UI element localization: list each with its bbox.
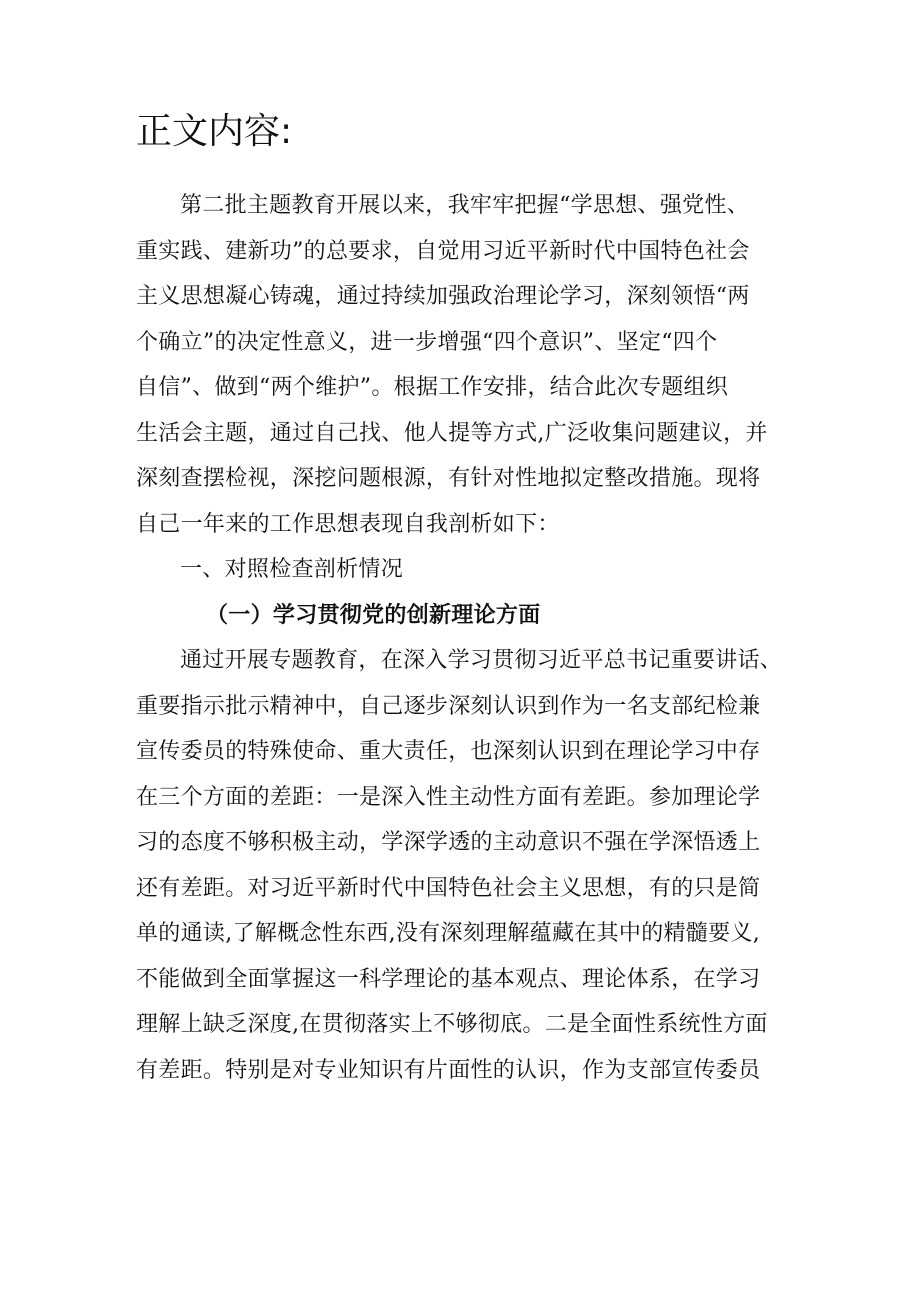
paragraph-line: 不能做到全面掌握这一科学理论的基本观点、理论体系，在学习 <box>136 966 761 992</box>
paragraph-line: 在三个方面的差距：一是深入性主动性方面有差距。参加理论学 <box>136 784 761 810</box>
paragraph-line: 理解上缺乏深度,在贯彻落实上不够彻底。二是全面性系统性方面 <box>136 1012 768 1037</box>
paragraph-line: 主义思想凝心铸魂，通过持续加强政治理论学习，深刻领悟“两 <box>136 284 750 309</box>
paragraph-line: 生活会主题，通过自己找、他人提等方式,广泛收集问题建议，并 <box>136 420 768 446</box>
paragraph-line: 宣传委员的特殊使命、重大责任，也深刻认识到在理论学习中存 <box>136 739 761 764</box>
paragraph-line: 自己一年来的工作思想表现自我剖析如下： <box>136 511 560 537</box>
paragraph-line: 深刻查摆检视，深挖问题根源，有针对性地拟定整改措施。现将 <box>136 466 761 491</box>
intro-paragraph <box>136 183 796 1093</box>
paragraph-line: 重实践、建新功”的总要求，自觉用习近平新时代中国特色社会 <box>136 238 750 264</box>
paragraph-line: 个确立”的决定性意义，进一步增强“四个意识”、坚定“四个 <box>136 329 718 355</box>
paragraph-line: 自信”、做到“两个维护”。根据工作安排，结合此次专题组织 <box>136 375 729 400</box>
paragraph-line: 重要指示批示精神中，自己逐步深刻认识到作为一名支部纪检兼 <box>136 693 761 719</box>
paragraph-line: 有差距。特别是对专业知识有片面性的认识，作为支部宣传委员 <box>136 1057 761 1083</box>
paragraph-line: 还有差距。对习近平新时代中国特色社会主义思想，有的只是简 <box>136 875 761 901</box>
paragraph-line: 单的通读,了解概念性东西,没有深刻理解蕴藏在其中的精髓要义, <box>136 921 760 946</box>
paragraph-line: 第二批主题教育开展以来，我牢牢把握“学思想、强党性、 <box>180 193 750 218</box>
section-heading: 一、对照检查剖析情况 <box>180 557 404 582</box>
page-title: 正文内容: <box>136 111 293 152</box>
paragraph-line: 通过开展专题教育，在深入学习贯彻习近平总书记重要讲话、 <box>180 648 783 673</box>
subsection-heading: （一）学习贯彻党的创新理论方面 <box>206 601 541 628</box>
paragraph-line: 习的态度不够积极主动，学深学透的主动意识不强在学深悟透上 <box>136 830 761 855</box>
